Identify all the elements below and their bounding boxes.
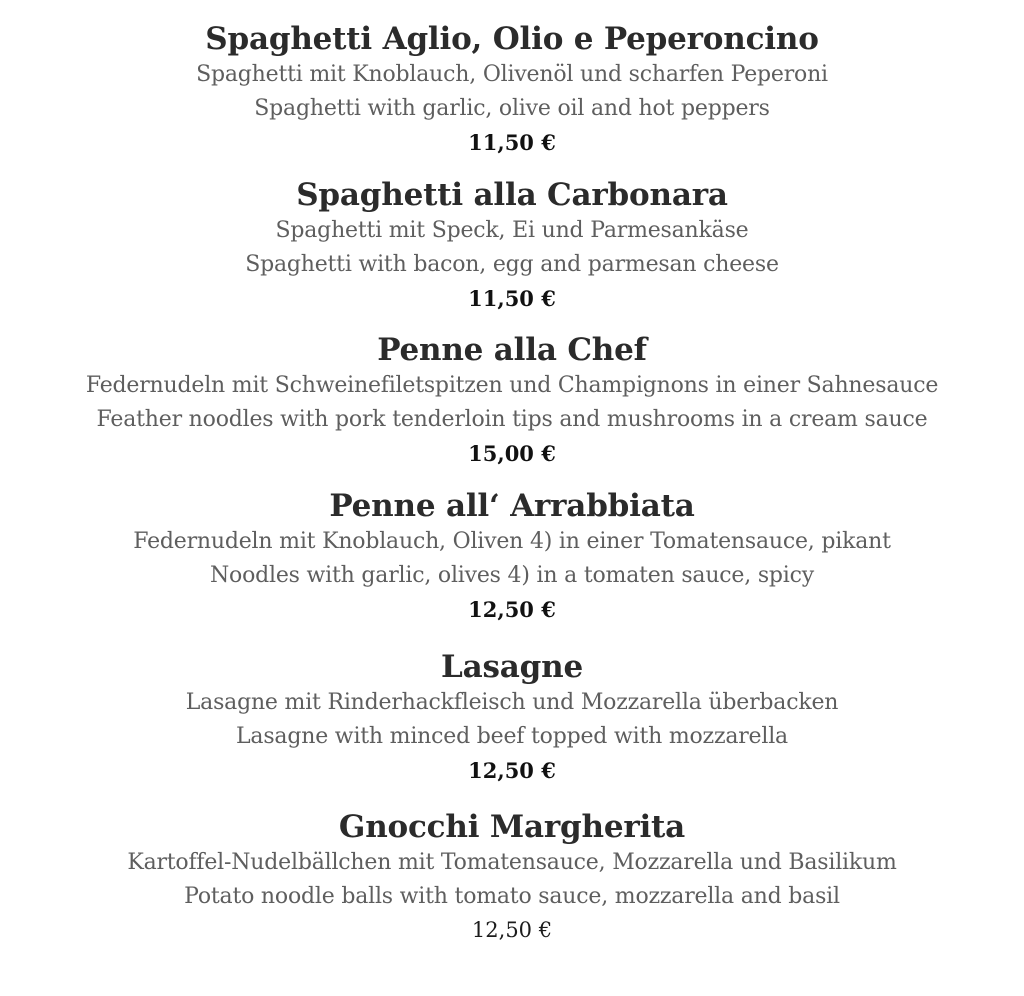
menu-item-description-german: Federnudeln mit Knoblauch, Oliven 4) in einer Tomatensauce, pikant [133,529,891,554]
menu-item-title: Spaghetti alla Carbonara [296,177,728,213]
menu-item-description-german: Kartoffel-Nudelbällchen mit Tomatensauce, Mozzarella und Basilikum [127,850,897,875]
menu-item-description-english: Potato noodle balls with tomato sauce, mozzarella and basil [184,884,840,909]
menu-item-price: 12,50 € [471,918,553,942]
menu-item-price: 11,50 € [468,286,556,311]
menu-item-description-german: Spaghetti mit Knoblauch, Olivenöl und scharfen Peperoni [196,62,828,87]
menu-item-description-english: Spaghetti with garlic, olive oil and hot peppers [254,96,770,121]
menu-item-description-german: Federnudeln mit Schweinefiletspitzen und Champignons in einer Sahnesauce [85,373,939,398]
menu-item-description-english: Noodles with garlic, olives 4) in a tomaten sauce, spicy [209,563,814,588]
menu-item-title: Lasagne [441,649,583,685]
menu-item-description-german: Lasagne mit Rinderhackfleisch und Mozzarella überbacken [185,690,839,715]
menu-item-price: 12,50 € [468,597,556,622]
menu-item-price: 12,50 € [468,758,556,783]
menu-item-title: Penne all‘ Arrabbiata [329,488,695,524]
menu-item-title: Penne alla Chef [377,332,647,368]
menu-item-description-german: Spaghetti mit Speck, Ei und Parmesankäse [275,218,749,243]
menu-item-price: 11,50 € [468,130,556,155]
menu-item-title: Gnocchi Margherita [338,809,686,845]
menu-item-description-english: Lasagne with minced beef topped with mozzarella [236,724,788,749]
menu-item-title: Spaghetti Aglio, Olio e Peperoncino [205,21,819,57]
menu-item-description-english: Feather noodles with pork tenderloin tips and mushrooms in a cream sauce [96,407,928,432]
menu-item-description-english: Spaghetti with bacon, egg and parmesan cheese [245,252,779,277]
menu-item-price: 15,00 € [468,441,556,466]
